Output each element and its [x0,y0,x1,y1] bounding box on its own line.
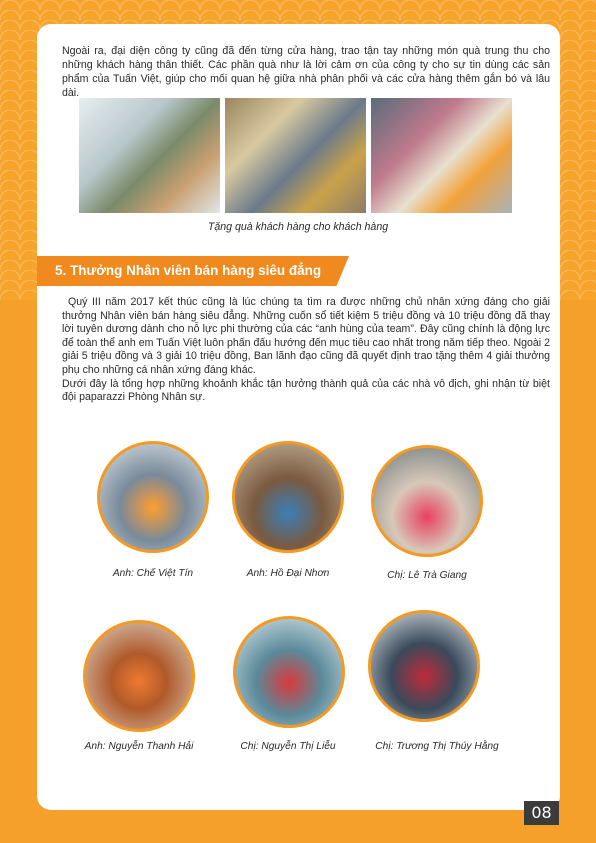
section-paragraph-1: Quý III năm 2017 kết thúc cũng là lúc chúng ta tìm ra được những chủ nhân xứng đáng cho giải thưởng Nhân viên bán hàng siêu đẳng. Những cuốn sổ tiết kiệm 5 triệu đồng và 10 triệu đồng đã thay lời tuyên dương dành cho nỗ lực phi thường của các “anh hùng của team”. Đây cũng chính là động lực để toàn thể anh em Tuấn Việt luôn phấn đấu hướng đến mục tiêu cao nhất trong năm tiếp theo. Ngoài 2 giải 5 triệu đồng và 3 giải 10 triệu đồng, Ban lãnh đạo cũng đã quyết định trao tặng thêm 4 giải thưởng phụ cho những cá nhân xứng đáng khác. [62,296,550,376]
winner-photo-4 [83,620,195,732]
winner-photo-6 [368,610,480,722]
winner-photo-2 [232,441,344,553]
winner-photo-1 [97,441,209,553]
photo-caption: Tặng quà khách hàng cho khách hàng [207,221,389,233]
gift-photo-strip [79,98,512,213]
section-paragraph-2: Dưới đây là tổng hợp những khoảnh khắc tận hưởng thành quả của các nhà vô địch, ghi nhận từ biệt đội paparazzi Phòng Nhân sự. [62,377,550,404]
winner-caption-1: Anh: Chế Việt Tín [112,568,194,579]
section-body [62,296,550,405]
gift-photo-1 [79,98,220,213]
intro-paragraph: Ngoài ra, đại diện công ty cũng đã đến từng cửa hàng, trao tận tay những món quà trung thu cho những khách hàng thân thiết. Các phần quà như là lời cảm ơn của công ty cho sự tin dùng các sản phẩm của Tuấn Việt, giúp cho mối quan hệ giữa nhà phân phối và các cửa hàng thêm gắn bó và lâu dài. [62,45,550,99]
gift-photo-2 [225,98,366,213]
winner-caption-5: Chị: Nguyễn Thị Liễu [240,741,336,752]
page-number: 08 [524,801,559,825]
winner-caption-6: Chị: Trương Thị Thúy Hằng [375,741,499,752]
winner-caption-4: Anh: Nguyễn Thanh Hải [84,741,194,752]
winner-caption-2: Anh: Hồ Đại Nhơn [246,568,330,579]
gift-photo-3 [371,98,512,213]
winner-caption-3: Chị: Lê Trà Giang [387,570,467,581]
section-title: 5. Thưởng Nhân viên bán hàng siêu đẳng [55,263,322,278]
winner-photo-5 [233,616,345,728]
winner-photo-3 [371,445,483,557]
